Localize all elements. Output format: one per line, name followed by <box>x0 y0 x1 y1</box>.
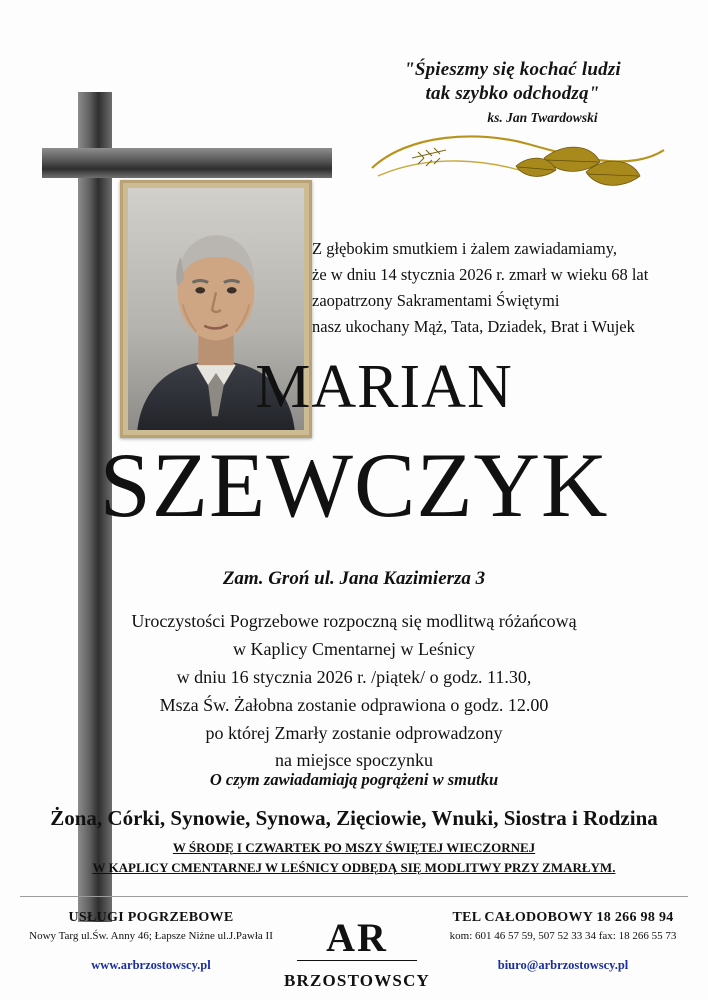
mourners-family-list: Żona, Córki, Synowie, Synowa, Zięciowie, Wnuki, Siostra i Rodzina <box>50 806 658 830</box>
ceremony-line-2: w Kaplicy Cmentarnej w Leśnicy <box>233 638 475 659</box>
company-logo <box>283 902 431 998</box>
logo-brand-name: BRZOSTOWSCY <box>283 971 431 990</box>
footer-address: Nowy Targ ul.Św. Anny 46; Łapsze Niżne ul.J.Pawła II <box>29 930 273 942</box>
ceremony-line-5: po której Zmarły zostanie odprowadzony <box>205 722 503 743</box>
ceremony-details <box>0 608 708 775</box>
logo-initials: AR <box>326 915 388 960</box>
footer-services-title: USŁUGI POGRZEBOWE <box>68 910 234 925</box>
ceremony-line-1: Uroczystości Pogrzebowe rozpoczną się modlitwą różańcową <box>131 611 577 631</box>
announcement-line-1: Z głębokim smutkiem i żalem zawiadamiamy, <box>312 239 618 258</box>
quote-line-2: tak szybko odchodzą" <box>425 82 600 104</box>
quote-block <box>350 58 675 126</box>
mourners-intro: O czym zawiadamiają pogrążeni w smutku <box>209 770 499 789</box>
footer <box>0 900 708 1000</box>
footer-divider <box>20 896 688 897</box>
leaves-ornament-icon <box>368 128 668 206</box>
announcement-text <box>312 236 676 340</box>
deceased-address: Zam. Groń ul. Jana Kazimierza 3 <box>222 568 486 589</box>
footer-website-link[interactable]: www.arbrzostowscy.pl <box>91 958 211 972</box>
cross-horizontal-beam <box>42 148 332 178</box>
prayer-note-line-2: W KAPLICY CMENTARNEJ W LEŚNICY ODBĘDĄ SIĘ MODLITWY PRZY ZMARŁYM. <box>92 860 616 875</box>
footer-left-block <box>18 910 284 973</box>
announcement-line-2: że w dniu 14 stycznia 2026 r. zmarł w wieku 68 lat <box>312 264 649 284</box>
footer-right-block <box>430 910 696 973</box>
deceased-first-name: MARIAN <box>255 353 513 421</box>
ceremony-line-3: w dniu 16 stycznia 2026 r. /piątek/ o godz. 11.30, <box>176 666 532 687</box>
prayer-note-line-1: W ŚRODĘ I CZWARTEK PO MSZY ŚWIĘTEJ WIECZORNEJ <box>172 840 536 855</box>
announcement-line-3: zaopatrzony Sakramentami Świętymi <box>312 290 560 310</box>
footer-phone-numbers: kom: 601 46 57 59, 507 52 33 34 fax: 18 266 55 73 <box>449 930 677 942</box>
footer-phone-title: TEL CAŁODOBOWY 18 266 98 94 <box>452 910 674 925</box>
ceremony-line-4: Msza Św. Żałobna zostanie odprawiona o godz. 12.00 <box>159 694 549 715</box>
footer-email-link[interactable]: biuro@arbrzostowscy.pl <box>497 958 629 972</box>
deceased-last-name: SZEWCZYK <box>99 434 609 536</box>
quote-author: ks. Jan Twardowski <box>487 109 598 125</box>
announcement-line-4: nasz ukochany Mąż, Tata, Dziadek, Brat i Wujek <box>312 316 635 336</box>
quote-line-1: "Śpieszmy się kochać ludzi <box>404 59 621 80</box>
ceremony-line-6: na miejsce spoczynku <box>275 750 433 771</box>
logo-divider <box>297 960 417 961</box>
